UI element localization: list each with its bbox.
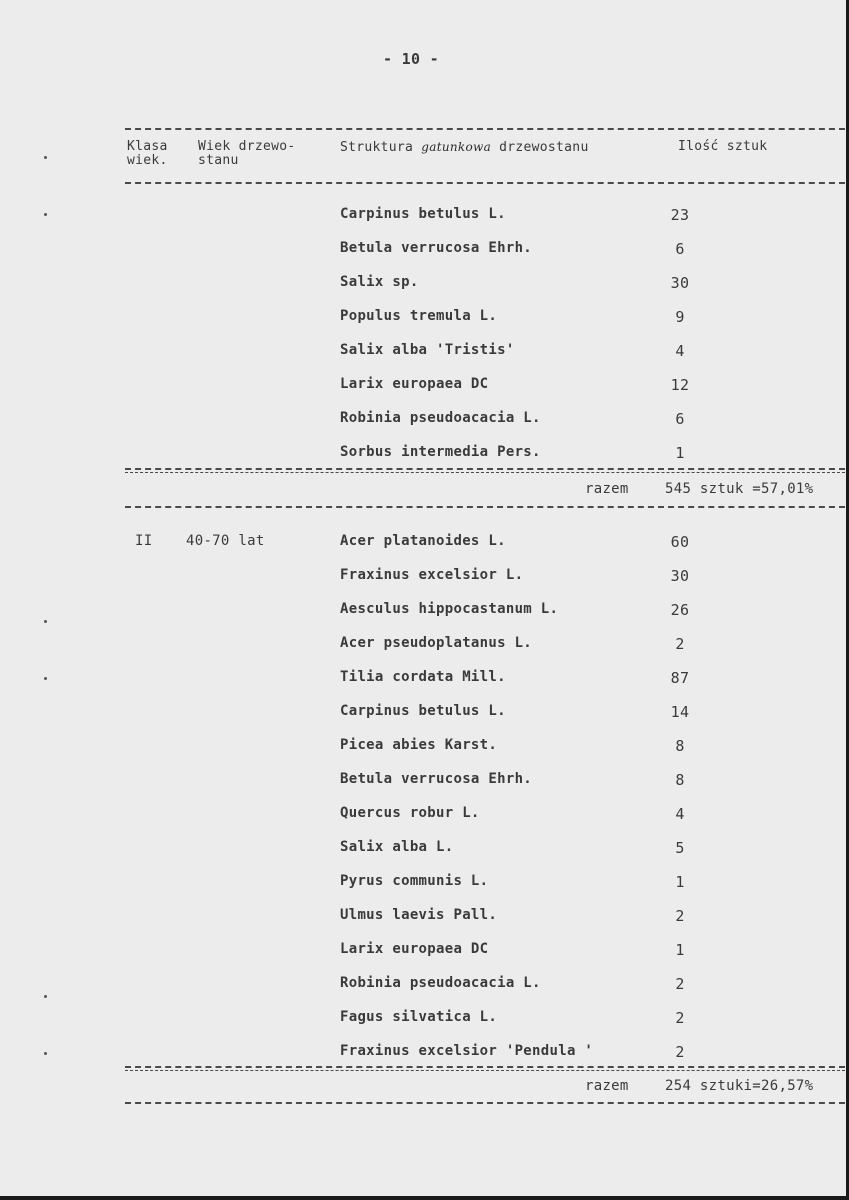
handwritten-correction: gatunkowa [421, 140, 492, 154]
header-wiek: Wiek drzewo- stanu [198, 139, 296, 168]
species-name: Salix alba 'Tristis' [340, 342, 515, 358]
scan-speck [44, 156, 47, 159]
species-name: Robinia pseudoacacia L. [340, 975, 541, 991]
quantity: 30 [670, 274, 690, 292]
rule [125, 506, 845, 508]
header-struktura-word: Struktura [340, 140, 414, 155]
species-name: Acer pseudoplatanus L. [340, 635, 533, 651]
quantity: 12 [670, 376, 690, 394]
rule [125, 472, 845, 473]
quantity: 23 [670, 206, 690, 224]
quantity: 30 [670, 567, 690, 585]
header-struktura-word: drzewostanu [499, 140, 589, 155]
quantity: 8 [675, 771, 685, 789]
rule [125, 1102, 845, 1104]
stand-age: 40-70 lat [186, 533, 265, 549]
species-name: Sorbus intermedia Pers. [340, 444, 541, 460]
species-name: Salix sp. [340, 274, 419, 290]
species-name: Picea abies Karst. [340, 737, 498, 753]
quantity: 2 [675, 907, 685, 925]
quantity: 5 [675, 839, 685, 857]
species-name: Larix europaea DC [340, 941, 489, 957]
species-name: Salix alba L. [340, 839, 454, 855]
quantity: 87 [670, 669, 690, 687]
quantity: 2 [675, 1043, 685, 1061]
quantity: 14 [670, 703, 690, 721]
quantity: 2 [675, 1009, 685, 1027]
header-klasa: Klasa wiek. [127, 139, 168, 168]
quantity: 1 [675, 873, 685, 891]
subtotal-value: 254 sztuki=26,57% [665, 1078, 814, 1094]
quantity: 26 [670, 601, 690, 619]
species-name: Fraxinus excelsior 'Pendula ' [340, 1043, 594, 1059]
species-name: Betula verrucosa Ehrh. [340, 771, 533, 787]
rule [125, 182, 845, 184]
quantity: 9 [675, 308, 685, 326]
header-ilosc: Ilość sztuk [678, 139, 768, 154]
species-name: Carpinus betulus L. [340, 703, 506, 719]
page-number: - 10 - [383, 50, 439, 68]
quantity: 6 [675, 410, 685, 428]
subtotal-value: 545 sztuk =57,01% [665, 481, 814, 497]
species-name: Carpinus betulus L. [340, 206, 506, 222]
quantity: 4 [675, 805, 685, 823]
scan-speck [44, 995, 47, 998]
quantity: 1 [675, 941, 685, 959]
header-struktura [340, 140, 589, 155]
rule [125, 1070, 845, 1071]
species-name: Betula verrucosa Ehrh. [340, 240, 533, 256]
species-name: Tilia cordata Mill. [340, 669, 506, 685]
species-name: Quercus robur L. [340, 805, 480, 821]
species-name: Fagus silvatica L. [340, 1009, 498, 1025]
quantity: 2 [675, 635, 685, 653]
species-name: Acer platanoides L. [340, 533, 506, 549]
rule [125, 468, 845, 470]
species-name: Fraxinus excelsior L. [340, 567, 524, 583]
quantity: 8 [675, 737, 685, 755]
scan-speck [44, 213, 47, 216]
rule [125, 1066, 845, 1068]
species-name: Pyrus communis L. [340, 873, 489, 889]
subtotal-label: razem [585, 481, 629, 497]
quantity: 4 [675, 342, 685, 360]
species-name: Aesculus hippocastanum L. [340, 601, 559, 617]
subtotal-label: razem [585, 1078, 629, 1094]
quantity: 60 [670, 533, 690, 551]
species-name: Ulmus laevis Pall. [340, 907, 498, 923]
quantity: 1 [675, 444, 685, 462]
species-name: Robinia pseudoacacia L. [340, 410, 541, 426]
quantity: 6 [675, 240, 685, 258]
scan-speck [44, 677, 47, 680]
age-class: II [135, 533, 153, 549]
quantity: 2 [675, 975, 685, 993]
scan-speck [44, 620, 47, 623]
species-name: Larix europaea DC [340, 376, 489, 392]
scan-speck [44, 1052, 47, 1055]
rule [125, 128, 845, 130]
species-name: Populus tremula L. [340, 308, 498, 324]
